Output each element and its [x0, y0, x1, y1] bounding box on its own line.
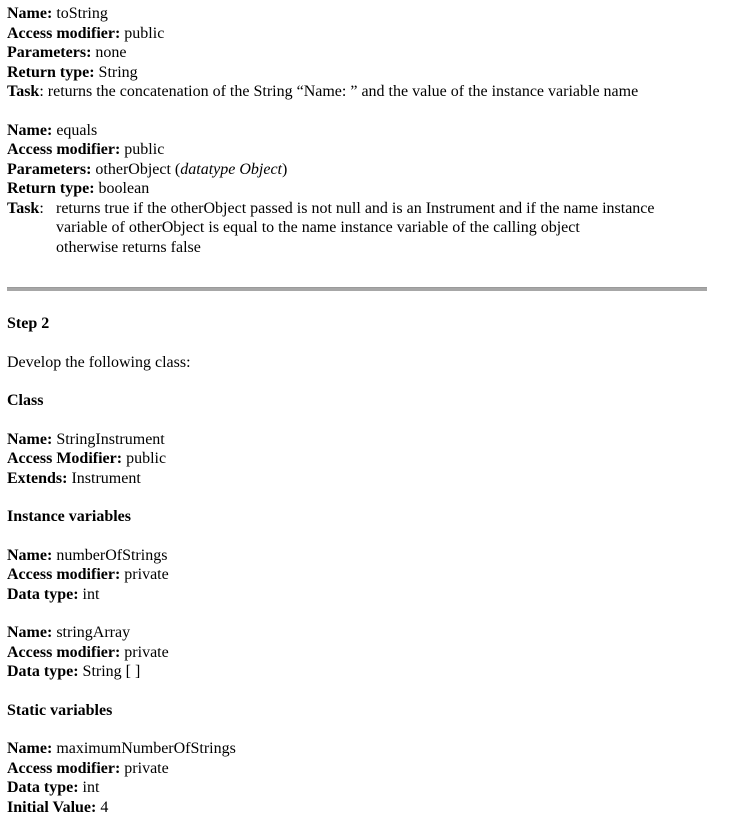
method-task-block — [7, 199, 722, 258]
spacer — [7, 102, 722, 121]
label: Access modifier: — [7, 566, 121, 583]
colon: : — [39, 199, 44, 217]
var-access-line — [7, 643, 722, 663]
label: Parameters: — [7, 44, 92, 61]
spacer — [7, 682, 722, 701]
var-type-line — [7, 585, 722, 605]
var-access-line — [7, 759, 722, 779]
value: toString — [56, 5, 108, 22]
method-access-line — [7, 140, 722, 160]
label: Return type: — [7, 63, 95, 81]
var-initial-line — [7, 798, 722, 818]
task-text: returns true if the otherObject passed is not null and is an Instrument and if the name instance — [56, 199, 655, 217]
spacer — [7, 720, 722, 739]
step-section — [7, 314, 722, 817]
value: 4 — [100, 798, 109, 816]
value: StringInstrument — [56, 430, 165, 448]
value: none — [95, 44, 127, 61]
label: Access modifier: — [7, 141, 121, 158]
value-italic: datatype Object — [180, 160, 282, 178]
label: Return type: — [7, 180, 95, 197]
value: Instrument — [71, 469, 141, 487]
instance-var-string-array — [7, 623, 722, 682]
var-access-line — [7, 565, 722, 585]
label: Task — [7, 199, 40, 217]
label: Access modifier: — [7, 759, 121, 777]
value: stringArray — [56, 624, 131, 641]
value: maximumNumberOfStrings — [56, 740, 236, 757]
value: public — [126, 450, 167, 467]
var-type-line — [7, 662, 722, 682]
label: Data type: — [7, 585, 79, 603]
value: ) — [282, 160, 288, 178]
step-title: Step 2 — [7, 315, 50, 332]
label: Access modifier: — [7, 24, 121, 42]
label: Name: — [7, 740, 53, 757]
instance-var-number-of-strings — [7, 546, 722, 605]
method-equals — [7, 121, 722, 258]
value: int — [82, 585, 100, 603]
label: Name: — [7, 546, 53, 564]
step-intro: Develop the following class: — [7, 353, 191, 371]
instance-variables-heading: Instance variables — [7, 508, 131, 525]
label: Extends: — [7, 469, 68, 487]
spacer — [7, 604, 722, 623]
spacer — [7, 488, 722, 507]
method-name-line — [7, 121, 722, 141]
method-params-line — [7, 160, 722, 180]
static-variables-heading: Static variables — [7, 701, 113, 719]
label: Data type: — [7, 663, 79, 680]
method-task-line — [7, 82, 722, 102]
class-extends-line — [7, 469, 722, 489]
label: Name: — [7, 624, 53, 641]
value: equals — [56, 121, 98, 139]
value: private — [124, 759, 169, 777]
method-return-line — [7, 179, 722, 199]
value: private — [124, 566, 169, 583]
label: Access Modifier: — [7, 450, 123, 467]
value: private — [124, 643, 169, 661]
spacer — [7, 334, 722, 353]
task-label — [7, 199, 56, 219]
method-params-line — [7, 43, 722, 63]
var-name-line — [7, 546, 722, 566]
class-access-line — [7, 449, 722, 469]
static-var-maximum-number-of-strings — [7, 739, 722, 817]
method-specs — [7, 4, 722, 257]
spacer — [7, 411, 722, 430]
value: String — [98, 63, 138, 81]
label: Initial Value: — [7, 798, 97, 816]
label: Data type: — [7, 779, 79, 796]
horizontal-rule — [7, 287, 707, 291]
class-name-line — [7, 430, 722, 450]
value: otherObject ( — [95, 160, 181, 178]
value: public — [124, 24, 165, 42]
class-spec — [7, 430, 722, 489]
spacer — [7, 372, 722, 391]
value: numberOfStrings — [56, 546, 168, 564]
task-text: variable of otherObject is equal to the name instance variable of the calling object — [56, 219, 580, 236]
var-type-line — [7, 778, 722, 798]
value: int — [82, 779, 100, 796]
method-tostring — [7, 4, 722, 102]
task-text: otherwise returns false — [56, 238, 201, 256]
var-name-line — [7, 739, 722, 759]
method-return-line — [7, 63, 722, 83]
label: Task — [7, 83, 40, 100]
class-heading: Class — [7, 392, 44, 409]
var-name-line — [7, 623, 722, 643]
value: boolean — [98, 180, 150, 197]
label: Parameters: — [7, 160, 92, 178]
label: Name: — [7, 5, 53, 22]
spacer — [7, 527, 722, 546]
method-name-line — [7, 4, 722, 24]
label: Name: — [7, 430, 53, 448]
value: : returns the concatenation of the String “Name: ” and the value of the instance variable name — [39, 83, 639, 100]
method-task-line — [7, 199, 722, 219]
method-access-line — [7, 24, 722, 44]
value: String [ ] — [82, 663, 141, 680]
value: public — [124, 141, 165, 158]
label: Name: — [7, 121, 53, 139]
label: Access modifier: — [7, 643, 121, 661]
